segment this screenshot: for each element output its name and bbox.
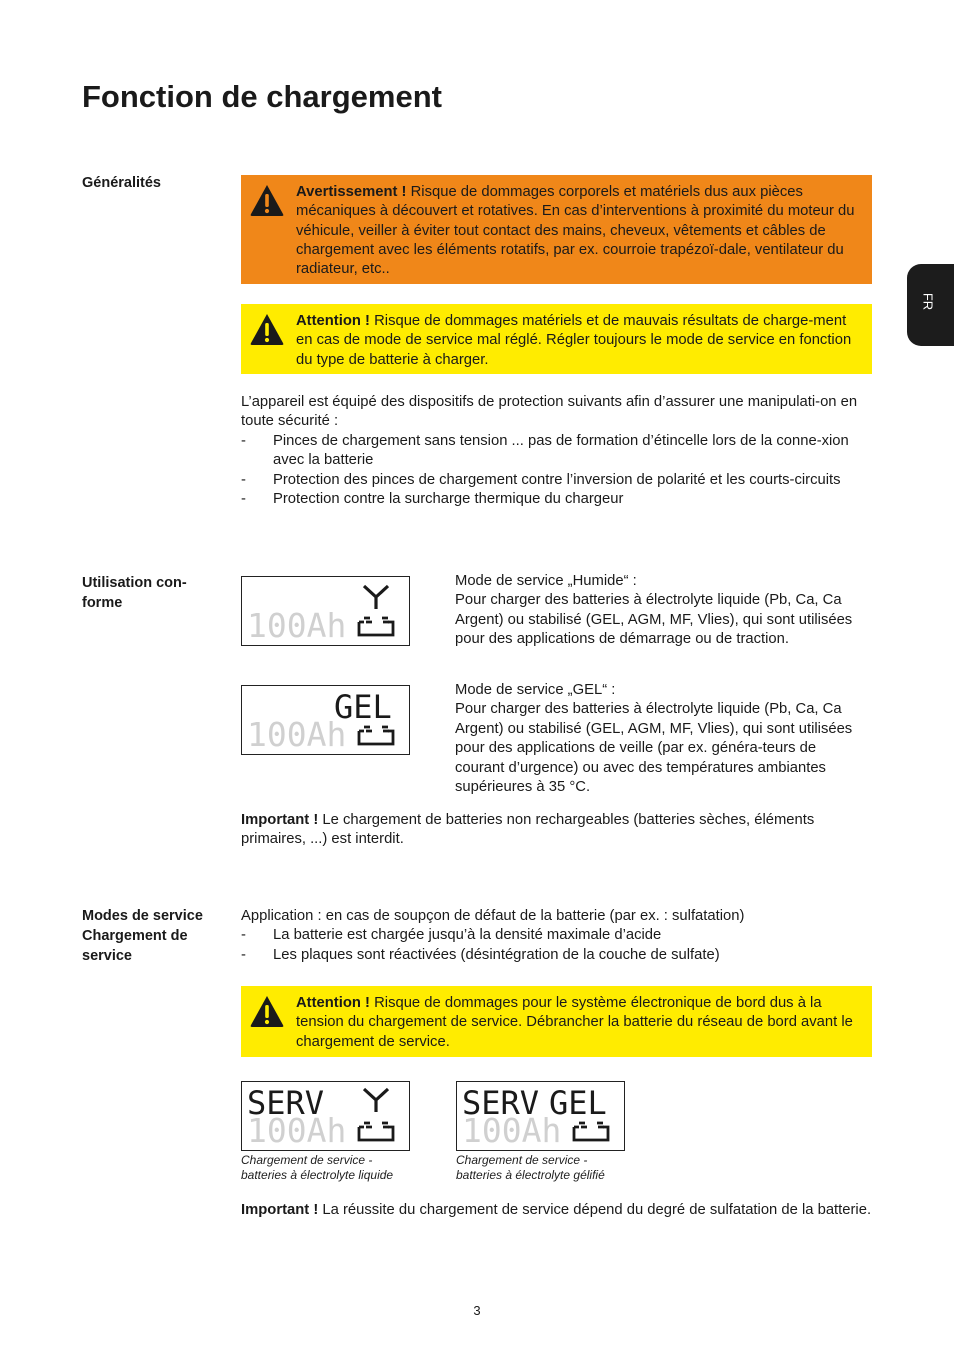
- protection-intro-block: [241, 393, 873, 509]
- mode-humide-text: Pour charger des batteries à électrolyte liquide (Pb, Ca, Ca Argent) ou stabilisé (GEL, AGM, MF, Vlies), qui sont utilisées pour des applications de démarrage ou de traction.: [455, 592, 853, 648]
- warning-triangle-icon: [249, 994, 285, 1028]
- mode-gel-heading: Mode de service „GEL“ :: [455, 682, 616, 698]
- section-label-utilisation: Utilisation con-forme: [82, 575, 187, 611]
- service-list: [241, 926, 873, 965]
- mode-humide-block: [455, 572, 865, 650]
- attention-text: [296, 312, 860, 370]
- attention-box: [241, 304, 872, 374]
- list-item: - La batterie est chargée jusqu’à la densité maximale d’acide: [241, 927, 662, 944]
- warning-body: Risque de dommages corporels et matériels dus aux pièces mécaniques à découvert et rotatives. En cas d’interventions à proximité du moteur du véhicule, veiller à éviter tout contact des mains, cheveux, vêtements et câbles de chargement avec les éléments rotatifs, par ex. courroie trapézoï-dale, ventilateur du radiateur, etc..: [296, 184, 855, 278]
- page-title: Fonction de chargement: [82, 79, 442, 114]
- section-label-modes: Modes de service Chargement de service: [82, 908, 203, 964]
- list-item: - Protection contre la surcharge thermique du chargeur: [241, 491, 624, 508]
- section-label-generalites: Généralités: [82, 175, 161, 191]
- mode-gel-text: Pour charger des batteries à électrolyte liquide (Pb, Ca, Ca Argent) ou stabilisé (GEL, AGM, MF, Vlies), qui sont utilisées pour des applications de veille (par ex. généra-teurs de courant d’urgence) ou avec des températures ambiantes supérieures à 35 °C.: [455, 701, 853, 796]
- application-text: Application : en cas de soupçon de défaut de la batterie (par ex. : sulfatation): [241, 908, 745, 924]
- list-item: - Les plaques sont réactivées (désintégration de la couche de sulfate): [241, 946, 720, 963]
- attention-body: Risque de dommages matériels et de mauvais résultats de charge-ment en cas de mode de service mal réglé. Régler toujours le mode de service en fonction du type de batterie à charger.: [296, 313, 852, 368]
- lcd-display-humide: [241, 576, 410, 646]
- battery-icon: [359, 1123, 393, 1140]
- attention-service-text: [296, 994, 860, 1052]
- warning-title: Avertissement !: [296, 184, 407, 200]
- capacity-readout: 100Ah: [462, 1111, 562, 1150]
- warning-text: [296, 183, 860, 279]
- lcd-display-serv-gel: [456, 1081, 625, 1151]
- caption-serv-gel: Chargement de service - batteries à électrolyte gélifié: [456, 1153, 605, 1182]
- attention-box-service: [241, 986, 872, 1057]
- protection-intro: L’appareil est équipé des dispositifs de protection suivants afin d’assurer une manipulati-on en toute sécurité :: [241, 394, 858, 430]
- page-number: 3: [473, 1303, 481, 1318]
- protection-list: [241, 432, 873, 510]
- battery-icon: [574, 1123, 608, 1140]
- capacity-readout: 100Ah: [247, 1111, 347, 1150]
- list-item: - Protection des pinces de chargement contre l’inversion de polarité et les courts-circuits: [241, 471, 841, 488]
- warning-triangle-icon: [249, 312, 285, 346]
- application-block: [241, 907, 873, 965]
- battery-icon: [359, 618, 393, 635]
- important-title: Important !: [241, 812, 319, 828]
- caption-serv-liquide: Chargement de service - batteries à électrolyte liquide: [241, 1153, 394, 1182]
- serv-readout: SERV: [462, 1084, 540, 1122]
- battery-icon: [359, 727, 393, 744]
- language-tab-label: FR: [920, 292, 936, 311]
- attention-title: Attention !: [296, 313, 370, 329]
- important-note-2: [241, 1201, 873, 1220]
- mode-humide-heading: Mode de service „Humide“ :: [455, 573, 637, 589]
- important-note-1: [241, 811, 873, 850]
- language-tab: [907, 264, 954, 346]
- attention-title: Attention !: [296, 995, 370, 1011]
- gel-readout: GEL: [549, 1084, 607, 1122]
- capacity-readout: 100Ah: [247, 715, 347, 754]
- attention-body: Risque de dommages pour le système électronique de bord dus à la tension du chargement de service. Débrancher la batterie du réseau de bord avant le chargement de service.: [296, 995, 853, 1050]
- mode-gel-block: [455, 681, 865, 797]
- important-body: La réussite du chargement de service dépend du degré de sulfatation de la batterie.: [322, 1202, 872, 1218]
- important-title: Important !: [241, 1202, 319, 1218]
- lcd-display-serv-liquide: [241, 1081, 410, 1151]
- warning-triangle-icon: [249, 183, 285, 217]
- gel-readout: GEL: [334, 688, 392, 726]
- warning-box: [241, 175, 872, 284]
- capacity-readout: 100Ah: [247, 606, 347, 645]
- important-body: Le chargement de batteries non rechargeables (batteries sèches, éléments primaires, ...) est interdit.: [241, 812, 815, 848]
- list-item: - Pinces de chargement sans tension ... pas de formation d’étincelle lors de la conne-xion avec la batterie: [241, 432, 849, 469]
- lcd-display-gel: [241, 685, 410, 755]
- serv-readout: SERV: [247, 1084, 325, 1122]
